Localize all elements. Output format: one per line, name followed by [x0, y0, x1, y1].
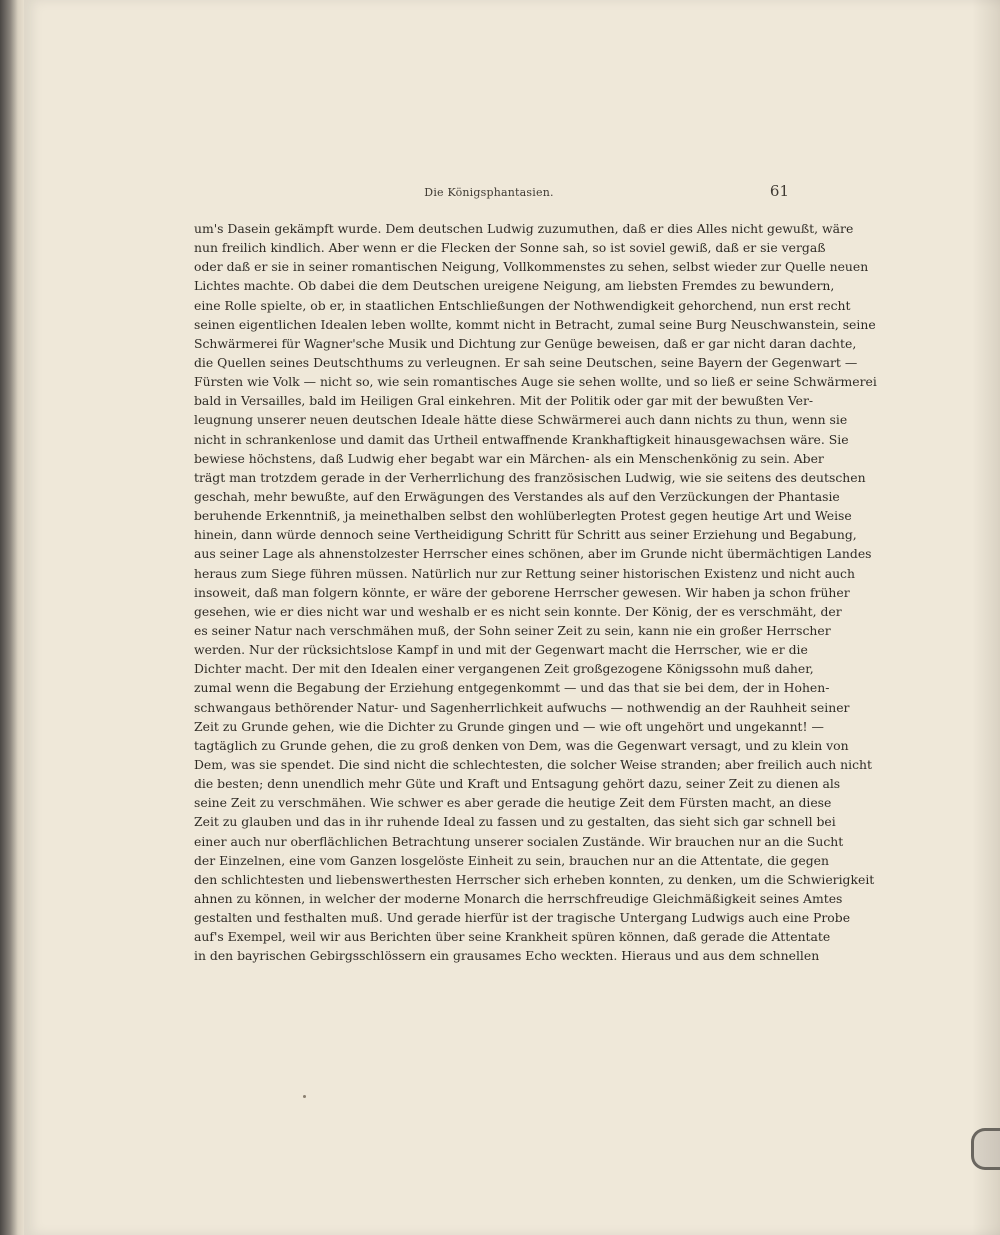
text-line: aus seiner Lage als ahnenstolzester Herrscher eines schönen, aber im Grunde nicht übermächtigen Landes: [194, 546, 872, 562]
paper-speck: [303, 1095, 306, 1098]
text-line: in den bayrischen Gebirgsschlössern ein grausames Echo weckten. Hieraus und aus dem schnellen: [194, 948, 820, 964]
text-line: tagtäglich zu Grunde gehen, die zu groß denken von Dem, was die Gegenwart versagt, und zu klein von: [194, 737, 849, 753]
text-line: heraus zum Siege führen müssen. Natürlich nur zur Rettung seiner historischen Existenz und nicht auch: [194, 565, 855, 581]
text-line: seine Zeit zu verschmähen. Wie schwer es aber gerade die heutige Zeit dem Fürsten macht, an diese: [194, 795, 832, 811]
text-line: gesehen, wie er dies nicht war und weshalb er es nicht sein konnte. Der König, der es verschmäht, der: [194, 603, 842, 619]
text-line: beruhende Erkenntniß, ja meinethalben selbst den wohlüberlegten Protest gegen heutige Art und Weise: [194, 508, 852, 524]
page-edge-shadow: [972, 0, 1000, 1235]
text-line: es seiner Natur nach verschmähen muß, der Sohn seiner Zeit zu sein, kann nie ein großer Herrscher: [194, 622, 831, 638]
text-line: werden. Nur der rücksichtslose Kampf in und mit der Gegenwart macht die Herrscher, wie er die: [194, 642, 808, 658]
text-line: hinein, dann würde dennoch seine Vertheidigung Schritt für Schritt aus seiner Erziehung und Begabung,: [194, 527, 857, 543]
text-line: Schwärmerei für Wagner'sche Musik und Dichtung zur Genüge beweisen, daß er gar nicht daran dachte,: [194, 335, 857, 351]
text-line: trägt man trotzdem gerade in der Verherrlichung des französischen Ludwig, wie sie seitens des deutschen: [194, 469, 866, 485]
text-line: nun freilich kindlich. Aber wenn er die Flecken der Sonne sah, so ist soviel gewiß, daß er sie vergaß: [194, 240, 826, 256]
page-number: 61: [769, 182, 789, 200]
page: [24, 0, 1000, 1235]
text-line: seinen eigentlichen Idealen leben wollte, kommt nicht in Betracht, zumal seine Burg Neuschwanstein, seine: [194, 316, 876, 332]
text-line: bald in Versailles, bald im Heiligen Gral einkehren. Mit der Politik oder gar mit der bewußten Ver-: [194, 393, 814, 409]
text-line: den schlichtesten und liebenswerthesten Herrscher sich erheben konnten, zu denken, um die Schwierigkeit: [194, 871, 875, 887]
text-line: die Quellen seines Deutschthums zu verleugnen. Er sah seine Deutschen, seine Bayern der Gegenwart —: [194, 354, 858, 370]
text-line: Dem, was sie spendet. Die sind nicht die schlechtesten, die solcher Weise stranden; aber freilich auch nicht: [194, 756, 872, 772]
text-line: oder daß er sie in seiner romantischen Neigung, Vollkommenstes zu sehen, selbst wieder zur Quelle neuen: [194, 259, 869, 275]
text-line: ahnen zu können, in welcher der moderne Monarch die herrschfreudige Gleichmäßigkeit seines Amtes: [194, 890, 843, 906]
text-line: Fürsten wie Volk — nicht so, wie sein romantisches Auge sie sehen wollte, und so ließ er seine Schwärmerei: [194, 374, 877, 390]
text-line: leugnung unserer neuen deutschen Ideale hätte diese Schwärmerei auch dann nichts zu thun, wenn sie: [194, 412, 848, 428]
text-line: geschah, mehr bewußte, auf den Erwägungen des Verstandes als auf den Verzückungen der Phantasie: [194, 488, 840, 504]
text-line: Zeit zu Grunde gehen, wie die Dichter zu Grunde gingen und — wie oft ungehört und ungekannt! —: [194, 718, 824, 734]
text-line: bewiese höchstens, daß Ludwig eher begabt war ein Märchen- als ein Menschenkönig zu sein. Aber: [194, 450, 824, 466]
text-line: zumal wenn die Begabung der Erziehung entgegenkommt — und das that sie bei dem, der in Hohen-: [194, 680, 830, 696]
text-line: um's Dasein gekämpft wurde. Dem deutschen Ludwig zuzumuthen, daß er dies Alles nicht gewußt, wäre: [194, 221, 854, 236]
text-line: schwangaus bethörender Natur- und Sagenherrlichkeit aufwuchs — nothwendig an der Rauhheit seiner: [194, 699, 850, 715]
text-line: Zeit zu glauben und das in ihr ruhende Ideal zu fassen und zu gestalten, das sieht sich gar schnell bei: [194, 814, 836, 830]
text-line: Lichtes machte. Ob dabei die dem Deutschen ureigene Neigung, am liebsten Fremdes zu bewundern,: [194, 278, 835, 294]
text-line: auf's Exempel, weil wir aus Berichten über seine Krankheit spüren können, daß gerade die Attentate: [194, 929, 831, 945]
text-line: insoweit, daß man folgern könnte, er wäre der geborene Herrscher gewesen. Wir haben ja schon früher: [194, 584, 850, 600]
text-line: die besten; denn unendlich mehr Güte und Kraft und Entsagung gehört dazu, seiner Zeit zu dienen als: [194, 776, 841, 792]
text-line: gestalten und festhalten muß. Und gerade hierfür ist der tragische Untergang Ludwigs auch eine Probe: [194, 910, 851, 926]
body-text: [194, 219, 877, 965]
running-head: [189, 182, 789, 206]
text-line: der Einzelnen, eine vom Ganzen losgelöste Einheit zu sein, brauchen nur an die Attentate, die gegen: [194, 852, 829, 868]
running-title: Die Königsphantasien.: [424, 186, 554, 199]
text-line: einer auch nur oberflächlichen Betrachtung unserer socialen Zustände. Wir brauchen nur an die Sucht: [194, 833, 844, 849]
binder-clip: [971, 1128, 1000, 1170]
text-line: eine Rolle spielte, ob er, in staatlichen Entschließungen der Nothwendigkeit gehorchend, nun erst recht: [194, 297, 851, 313]
text-line: nicht in schrankenlose und damit das Urtheil entwaffnende Krankhaftigkeit hinausgewachsen wäre. Sie: [194, 431, 849, 447]
text-line: Dichter macht. Der mit den Idealen einer vergangenen Zeit großgezogene Königssohn muß daher,: [194, 661, 814, 677]
